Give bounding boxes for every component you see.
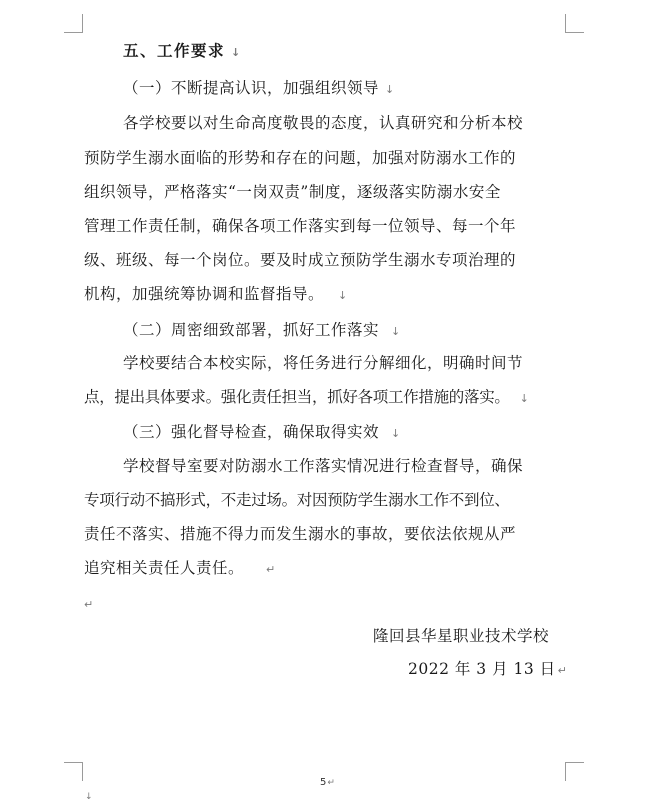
- crop-mark-top-right: [565, 14, 584, 33]
- item-1-line-6: [84, 283, 348, 307]
- item-1-line-1: 各学校要以对生命高度敬畏的态度，认真研究和分析本校: [123, 114, 524, 132]
- item-2-title: [123, 319, 401, 343]
- section-heading: [123, 40, 242, 64]
- paragraph-mark: ↓: [385, 83, 395, 96]
- item-3-line-4: [84, 557, 276, 581]
- item-2-line-2-text: 点，提出具体要求。强化责任担当，抓好各项工作措施的落实。: [84, 388, 510, 406]
- item-3-line-1: 学校督导室要对防溺水工作落实情况进行检查督导，确保: [123, 457, 524, 475]
- paragraph-mark: ↓: [391, 325, 401, 338]
- item-1-title: [123, 77, 395, 101]
- blank-line: [84, 592, 94, 616]
- item-1-line-5: 级、班级、每一个岗位。要及时成立预防学生溺水专项治理的: [84, 251, 517, 269]
- signature-date-text: 2022 年 3 月 13 日: [408, 660, 556, 678]
- paragraph-mark: ↵: [557, 664, 568, 677]
- item-1-line-6-text: 机构，加强统筹协调和监督指导。: [84, 285, 325, 303]
- item-2-title-text: （二）周密细致部署，抓好工作落实: [123, 321, 380, 339]
- item-3-title-text: （三）强化督导检查，确保取得实效: [123, 423, 380, 441]
- signature-org: 隆回县华星职业技术学校: [373, 627, 550, 645]
- paragraph-mark: ↵: [266, 563, 276, 576]
- item-2-line-2: [84, 386, 529, 410]
- item-1-title-text: （一）不断提高认识，加强组织领导: [123, 79, 380, 97]
- item-3-line-2: 专项行动不搞形式，不走过场。对因预防学生溺水工作不到位、: [84, 491, 510, 509]
- item-3-line-3: 责任不落实、措施不得力而发生溺水的事故，要依法依规从严: [84, 525, 517, 543]
- crop-mark-bottom-right: [565, 762, 584, 781]
- crop-mark-top-left: [64, 14, 83, 33]
- item-2-line-1: 学校要结合本校实际，将任务进行分解细化，明确时间节: [123, 354, 524, 372]
- signature-date: [408, 658, 567, 682]
- page-number: [320, 777, 335, 788]
- paragraph-mark: ↵: [327, 778, 335, 788]
- item-1-line-4: 管理工作责任制，确保各项工作落实到每一位领导、每一个年: [84, 217, 517, 235]
- paragraph-mark: ↓: [519, 392, 529, 405]
- item-3-line-4-text: 追究相关责任人责任。: [84, 559, 245, 577]
- item-3-title: [123, 421, 401, 445]
- bottom-paragraph-mark: ↓: [85, 792, 93, 802]
- paragraph-mark: ↓: [338, 289, 348, 302]
- section-heading-text: 五、工作要求: [123, 41, 226, 60]
- paragraph-mark: ↓: [391, 427, 401, 440]
- crop-mark-bottom-left: [64, 762, 83, 781]
- paragraph-mark: ↵: [84, 598, 94, 611]
- item-1-line-3: 组织领导，严格落实“一岗双责”制度，逐级落实防溺水安全: [84, 183, 501, 201]
- page-number-text: 5: [320, 777, 327, 788]
- item-1-line-2: 预防学生溺水面临的形势和存在的问题，加强对防溺水工作的: [84, 149, 517, 167]
- paragraph-mark: ↓: [231, 46, 242, 59]
